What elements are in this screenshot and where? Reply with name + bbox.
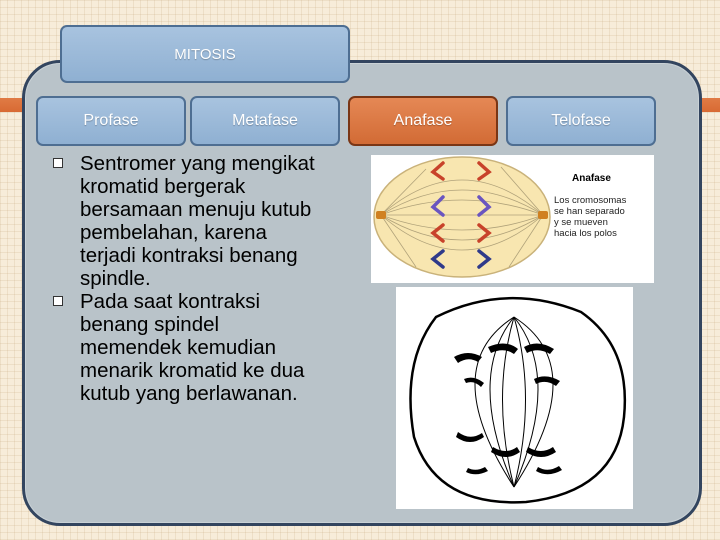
anaphase-bw-drawing <box>396 287 633 509</box>
tab-profase-label: Profase <box>83 112 139 129</box>
bullet-item <box>50 290 320 405</box>
tab-telofase[interactable] <box>506 96 656 146</box>
tab-metafase-label: Metafase <box>232 112 298 129</box>
figure-caption-line: Los cromosomas <box>554 195 627 206</box>
anaphase-bw-figure <box>396 287 633 509</box>
tab-telofase-label: Telofase <box>551 112 611 129</box>
bullet-text: Pada saat kontraksi benang spindel memendek kemudian menarik kromatid ke dua kutub yang berlawanan. <box>80 290 305 405</box>
figure-caption-line: hacia los polos <box>554 228 617 239</box>
figure-caption-line: y se mueven <box>554 217 608 228</box>
tab-metafase[interactable] <box>190 96 340 146</box>
tab-anafase-label: Anafase <box>393 112 453 129</box>
bullet-text: Sentromer yang mengikat kromatid bergerak bersamaan menuju kutub pembelahan, karena terjadi kontraksi benang spindle. <box>80 152 315 290</box>
bullet-item <box>50 152 320 290</box>
tab-mitosis-label: MITOSIS <box>174 45 236 63</box>
square-bullet-icon <box>53 158 63 168</box>
bullet-list <box>50 152 320 405</box>
figure-caption-title: Anafase <box>572 173 611 184</box>
square-bullet-icon <box>53 296 63 306</box>
tab-mitosis[interactable] <box>60 25 350 83</box>
figure-caption-line: se han separado <box>554 206 625 217</box>
anaphase-colored-drawing <box>371 155 654 283</box>
anaphase-colored-figure <box>371 155 654 283</box>
tab-profase[interactable] <box>36 96 186 146</box>
tab-anafase[interactable] <box>348 96 498 146</box>
